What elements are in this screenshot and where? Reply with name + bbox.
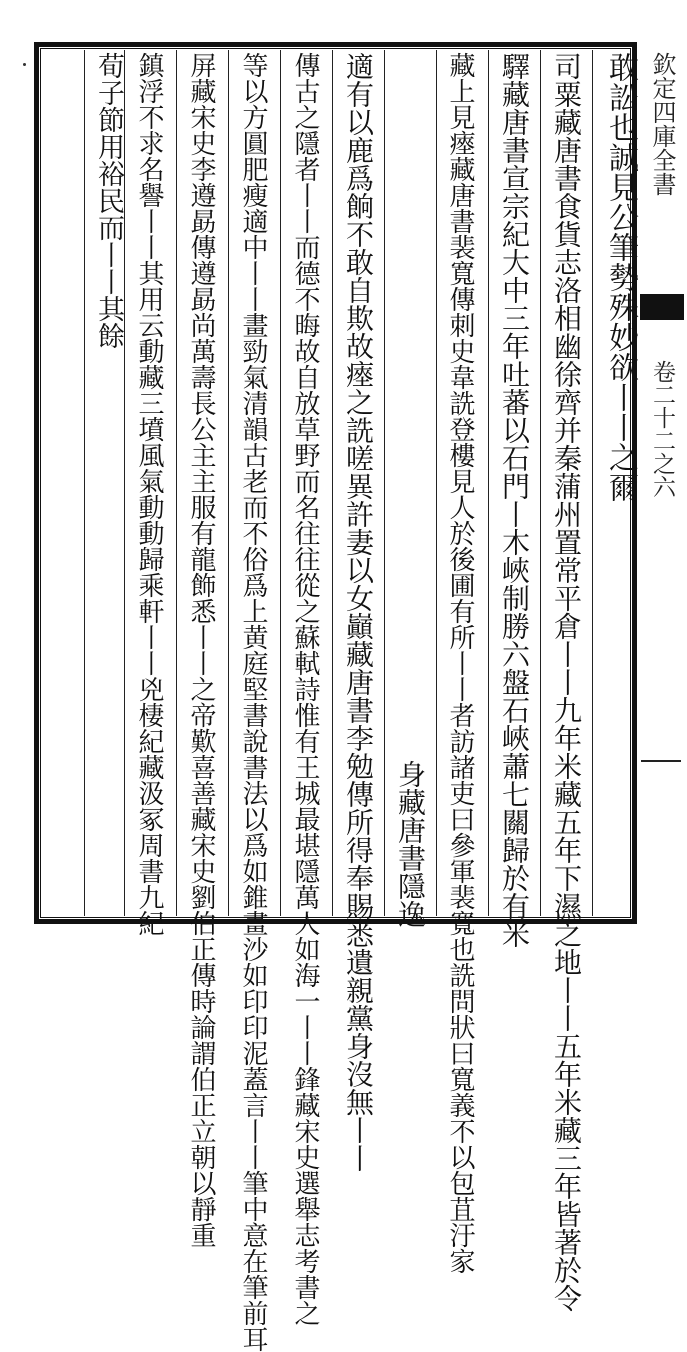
inner-frame <box>40 48 631 918</box>
fishtail-mark <box>640 294 684 320</box>
margin-volume: 卷二十二之六 <box>649 360 675 498</box>
margin-title: 欽定四庫全書 <box>648 52 676 196</box>
text-column: 司粟藏唐書食貨志洛相幽徐齊并秦蒲州置常平倉丨丨九年米藏五年下濕之地丨丨五年米藏三年皆著於令 <box>550 52 583 1312</box>
column-rule <box>228 50 229 916</box>
column-rule <box>84 50 85 916</box>
text-column: 適有以鹿爲餉不敢自欺故瘞之詵嗟異許妻以女巓藏唐書李勉傳所得奉賜悉遺親黨身沒無丨丨 <box>342 52 375 1172</box>
text-column: 身藏唐書隱逸 <box>394 760 427 928</box>
column-rule <box>488 50 489 916</box>
column-rule <box>592 50 593 916</box>
text-column: 荀子節用裕民而丨丨其餘 <box>93 52 124 349</box>
text-column: 屏藏宋史李遵勗傳遵勗尚萬壽長公主主服有龍飾悉丨丨之帝歎喜善藏宋史劉伯正傳時論謂伯正立朝以靜重 <box>186 52 216 1248</box>
column-rule <box>436 50 437 916</box>
ink-speck <box>23 63 26 66</box>
column-rule <box>540 50 541 916</box>
column-rule <box>332 50 333 916</box>
text-column: 敢訟也誠見公筆勢殊妙欲丨丨之爾 <box>603 52 638 502</box>
column-rule <box>384 50 385 916</box>
column-rule <box>280 50 281 916</box>
text-column: 鎮浮不求名譽丨丨其用云動藏三墳風氣動動歸乘軒丨丨兇棲紀藏汲冢周書九紀 <box>134 52 164 936</box>
text-column: 藏上見瘞藏唐書裴寬傳刺史韋詵登樓見人於後圃有所丨丨者訪諸吏曰參軍裴寬也詵問狀曰寬義不以包苴汙家 <box>445 52 475 1274</box>
text-column: 傳古之隱者丨丨而德不晦故自放草野而名往往從之蘇軾詩惟有王城最堪隱萬人如海一丨丨鋒藏宋史選舉志考書之 <box>290 52 320 1326</box>
text-column: 等以方圓肥瘦適中丨丨畫勁氣清韻古老而不俗爲上黄庭堅書說書法以爲如錐畫沙如印印泥蓋言丨丨筆中意在筆前耳 <box>238 52 268 1352</box>
margin-rule <box>641 760 681 762</box>
column-rule <box>176 50 177 916</box>
text-column: 驛藏唐書宣宗紀大中三年吐蕃以石門丨木峽制勝六盤石峽蕭七關歸於有米 <box>498 52 531 948</box>
